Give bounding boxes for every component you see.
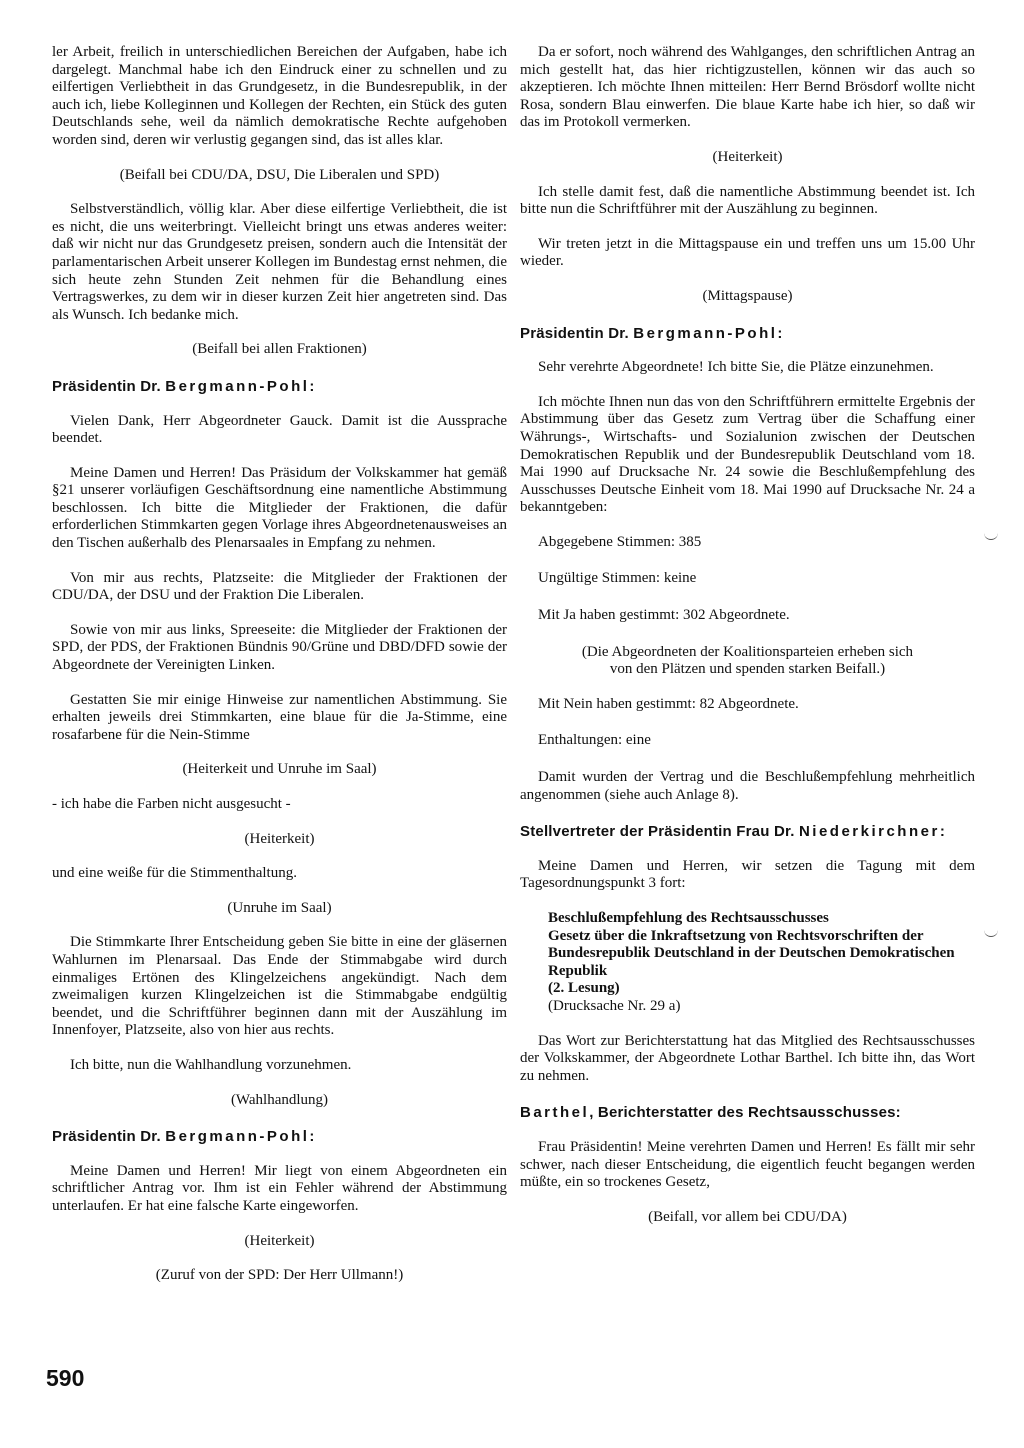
paragraph: Meine Damen und Herren! Das Präsidum der Volkskammer hat gemäß §21 unserer vorläufigen Geschäftsordnung eine namentliche Abstimmung beschlossen. Ich bitte die Mitglieder der Fraktionen, die dafür erforderlichen Stimmkarten gegen Vorlage ihres Abgeordnetenausweises an den Tischen außerhalb des Plenarsaales in Empfang zu nehmen. xyxy=(52,464,507,552)
motion-document: (Drucksache Nr. 29 a) xyxy=(548,997,681,1014)
stage-direction: (Mittagspause) xyxy=(702,287,793,304)
stage-direction: (Zuruf von der SPD: Der Herr Ullmann!) xyxy=(155,1267,404,1284)
paragraph: Frau Präsidentin! Meine verehrten Damen und Herren! Es fällt mir sehr schwer, nach dieser Entscheidung, die eigentlich feucht begangen werden müßte, ein so trockenes Gesetz, xyxy=(520,1138,975,1191)
page-number: 590 xyxy=(46,1365,85,1391)
paragraph: Wir treten jetzt in die Mittagspause ein und treffen uns um 15.00 Uhr wieder. xyxy=(520,235,975,270)
speaker-heading: Präsidentin Dr. Bergmann-Pohl: xyxy=(520,324,783,342)
paragraph: Meine Damen und Herren! Mir liegt von einem Abgeordneten ein schriftlicher Antrag vor. Ihm ist ein Fehler während der Abstimmung unterlaufen. Er hat eine falsche Karte eingeworfen. xyxy=(52,1162,507,1214)
paragraph: Da er sofort, noch während des Wahlganges, den schriftlichen Antrag an mich gestellt hat, das hier richtigzustellen, können wir das auch so akzeptieren. Ich möchte Ihnen mitteilen: Herr Bernd Brösdorf wollte nicht Rosa, sondern Blau einwerfen. Die blaue Karte habe ich hier, so daß wir das im Protokoll vermerken. xyxy=(520,44,975,131)
vote-result: Ungültige Stimmen: keine xyxy=(538,570,697,587)
speaker-heading: Stellvertreter der Präsidentin Frau Dr. Niederkirchner: xyxy=(520,823,946,841)
speaker-heading: Barthel, Berichterstatter des Rechtsausschusses: xyxy=(520,1104,901,1122)
motion-title: Beschlußempfehlung des Rechtsausschusses xyxy=(548,910,829,926)
stage-direction: (Heiterkeit) xyxy=(244,830,315,847)
stage-direction: (Unruhe im Saal) xyxy=(227,899,332,916)
agenda-motion xyxy=(548,910,975,1016)
speaker-heading: Präsidentin Dr. Bergmann-Pohl: xyxy=(52,1128,315,1146)
paragraph: Das Wort zur Berichterstattung hat das Mitglied des Rechtsausschusses der Volkskammer, der Abgeordnete Lothar Barthel. Ich bitte ihn, das Wort zu nehmen. xyxy=(520,1032,975,1084)
paragraph: - ich habe die Farben nicht ausgesucht - xyxy=(52,796,291,812)
vote-result: Mit Ja haben gestimmt: 302 Abgeordnete. xyxy=(538,607,790,624)
paragraph: Von mir aus rechts, Platzseite: die Mitglieder der Fraktionen der CDU/DA, der DSU und der Fraktion Die Liberalen. xyxy=(52,569,507,604)
paragraph: Vielen Dank, Herr Abgeordneter Gauck. Damit ist die Aussprache beendet. xyxy=(52,412,507,447)
paragraph: Ich stelle damit fest, daß die namentliche Abstimmung beendet ist. Ich bitte nun die Schriftführer mit der Auszählung zu beginnen. xyxy=(520,183,975,218)
vote-result: Mit Nein haben gestimmt: 82 Abgeordnete. xyxy=(538,695,799,712)
paragraph: Selbstverständlich, völlig klar. Aber diese eilfertige Verliebtheit, die ist es nicht, die uns weiterbringt. Vielleicht bringt uns etwas anderes weiter: daß wir nicht nur das Grundgesetz preisen, sondern auch die Intensität der parlamentarischen Arbeit unserer Kollegen im Bundestag ernst nehmen, die sich heute zehn Stunden Zeit nehmen für die Behandlung eines Vertragswerkes, zu dem wir in dieser kurzen Zeit hier angetreten sind. Das als Wunsch. Ich bedanke mich. xyxy=(52,201,507,323)
stage-direction: (Wahlhandlung) xyxy=(230,1091,329,1108)
margin-mark xyxy=(984,533,998,540)
stage-direction: (Heiterkeit) xyxy=(712,148,783,165)
vote-result: Abgegebene Stimmen: 385 xyxy=(538,533,702,550)
paragraph: ler Arbeit, freilich in unterschiedlichen Bereichen der Aufgaben, habe ich dargelegt. Manchmal habe ich den Eindruck einer zu schnellen und zu eilfertigen Verliebtheit in das Grundgesetz, in die Bundesrepublik, in der auch ich, liebe Kolleginnen und Kollegen der Rechten, ein Stück des guten Deutschlands sehe, weil da nämlich demokratische Rechte aufgehoben worden sind, deren wir verlustig gegangen sind, das ist alles klar. xyxy=(52,44,507,148)
paragraph: Gestatten Sie mir einige Hinweise zur namentlichen Abstimmung. Sie erhalten jeweils drei Stimmkarten, eine blaue für die Ja-Stimme, eine rosafarbene für die Nein-Stimme xyxy=(52,691,507,743)
stage-direction: (Beifall bei CDU/DA, DSU, Die Liberalen und SPD) xyxy=(119,166,440,183)
vote-result: Enthaltungen: eine xyxy=(538,732,651,749)
left-column xyxy=(52,44,507,1302)
paragraph: Sowie von mir aus links, Spreeseite: die Mitglieder der Fraktionen der SPD, der PDS, der Fraktionen Bündnis 90/Grüne und DBD/DFD sowie der Abgeordnete der Vereinigten Linken. xyxy=(52,621,507,674)
right-column xyxy=(520,44,975,1243)
speaker-heading: Präsidentin Dr. Bergmann-Pohl: xyxy=(52,377,315,395)
stage-direction: (Beifall bei allen Fraktionen) xyxy=(192,341,367,358)
stage-direction: (Heiterkeit und Unruhe im Saal) xyxy=(182,761,377,778)
motion-law: Gesetz über die Inkraftsetzung von Rechtsvorschriften der Bundesrepublik Deutschland in der Deutschen Demokratischen Republik xyxy=(548,927,955,979)
margin-mark xyxy=(984,930,998,937)
paragraph: Damit wurden der Vertrag und die Beschlußempfehlung mehrheitlich angenommen (siehe auch Anlage 8). xyxy=(520,769,975,803)
stage-direction: (Heiterkeit) xyxy=(244,1232,315,1249)
paragraph: Die Stimmkarte Ihrer Entscheidung geben Sie bitte in eine der gläsernen Wahlurnen im Plenarsaal. Das Ende der Stimmabgabe wird durch einmaliges Ertönen des Klingelzeichens angekündigt. Nach dem zweimaligen kurzen Klingelzeichen ist die Stimmabgabe endgültig beendet, und die Schriftführer beginnen dann mit der Auszählung im Innenfoyer, Platzseite, also von hier aus rechts. xyxy=(52,934,507,1039)
paragraph: Meine Damen und Herren, wir setzen die Tagung mit dem Tagesordnungspunkt 3 fort: xyxy=(520,857,975,892)
paragraph: und eine weiße für die Stimmenthaltung. xyxy=(52,865,297,882)
stage-direction: (Die Abgeordneten der Koalitionsparteien erheben sich von den Plätzen und spenden starken Beifall.) xyxy=(581,643,914,678)
stage-direction: (Beifall, vor allem bei CDU/DA) xyxy=(648,1208,847,1225)
paragraph: Sehr verehrte Abgeordnete! Ich bitte Sie, die Plätze einzunehmen. xyxy=(538,359,934,376)
paragraph: Ich möchte Ihnen nun das von den Schriftführern ermittelte Ergebnis der Abstimmung über das Gesetz zum Vertrag über die Schaffung einer Währungs-, Wirtschafts- und Sozialunion zwischen der Deutschen Demokratischen Republik und der Bundesrepublik Deutschland vom 18. Mai 1990 auf Drucksache Nr. 24 sowie die Beschlußempfehlung des Ausschusses Deutsche Einheit vom 18. Mai 1990 auf Drucksache Nr. 24 a bekanntgeben: xyxy=(520,393,975,516)
motion-reading: (2. Lesung) xyxy=(548,980,620,997)
paragraph: Ich bitte, nun die Wahlhandlung vorzunehmen. xyxy=(70,1056,352,1073)
